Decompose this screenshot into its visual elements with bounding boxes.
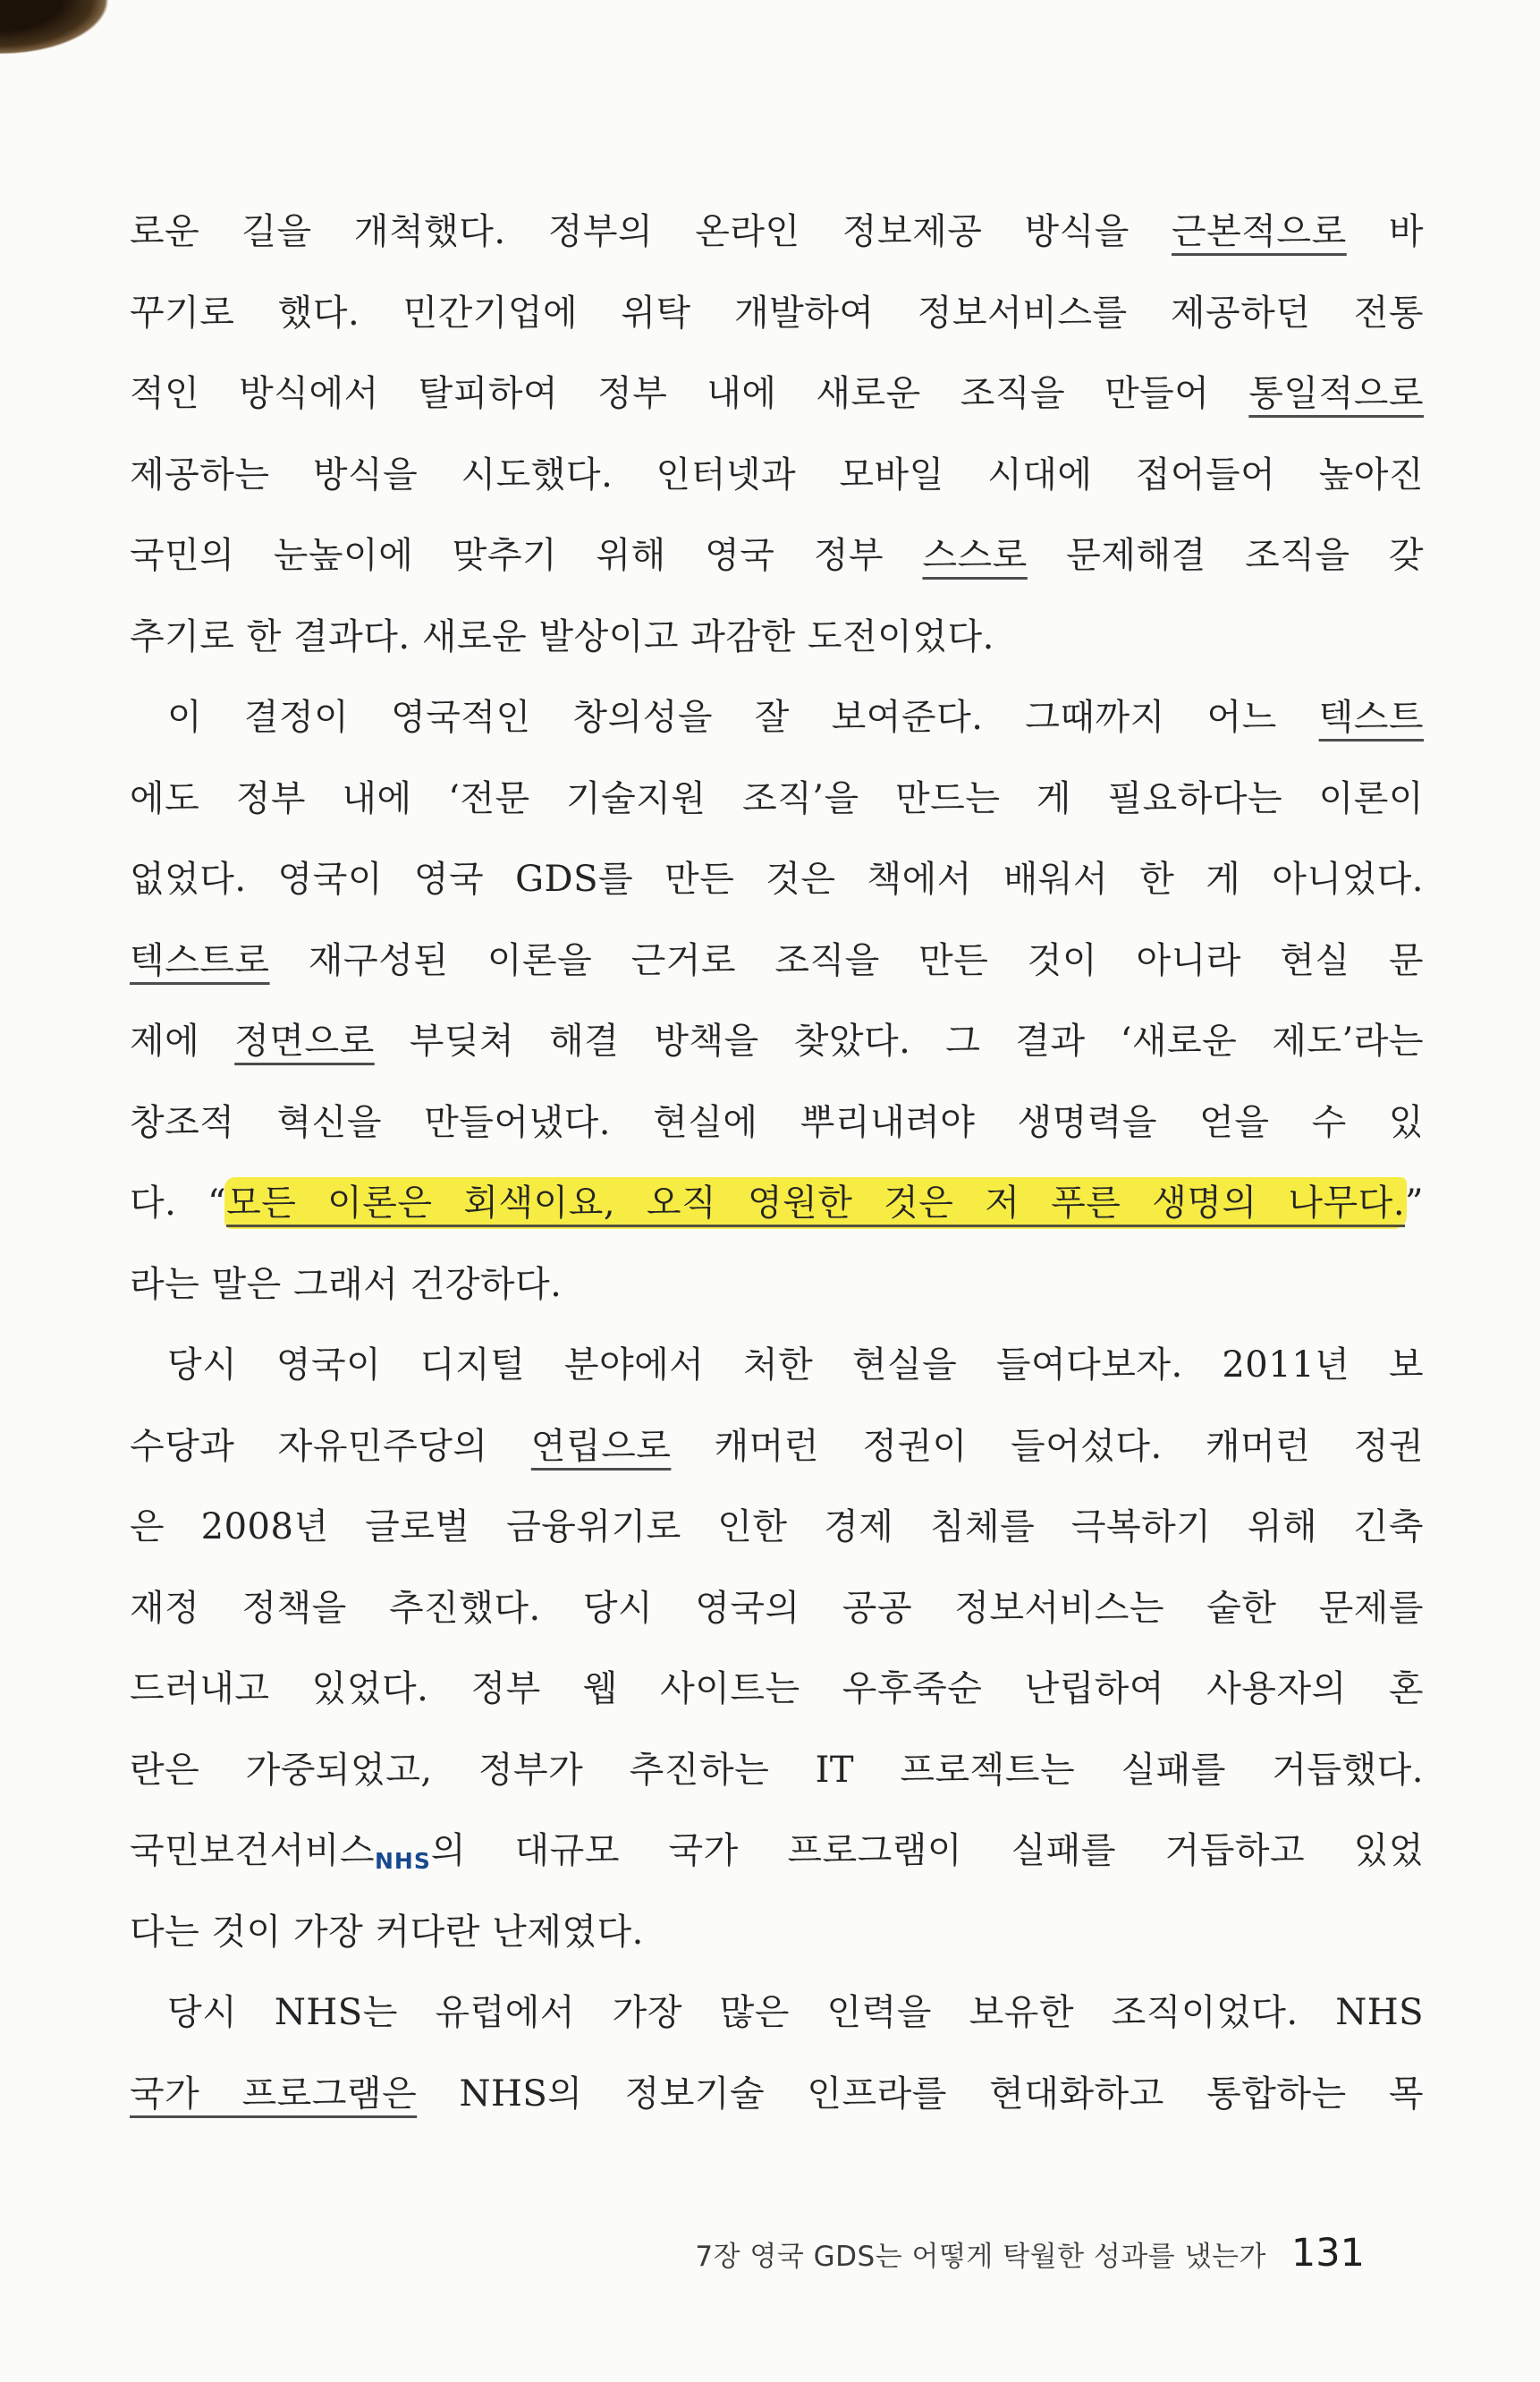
text-line: 라는 말은 그래서 건강하다.: [130, 1263, 563, 1305]
underlined-text: 통일적으로: [1248, 373, 1424, 414]
line-text: 재구성된 이론을 근거로 조직을 만든 것이 아니라 현실 문: [269, 939, 1424, 981]
line-text: 부딪쳐 해결 방책을 찾았다. 그 결과 ‘새로운 제도’라는: [374, 1021, 1424, 1062]
line-text: NHS의 정보기술 인프라를 현대화하고 통합하는 목: [417, 2073, 1424, 2115]
line-text: 의 대규모 국가 프로그램이 실패를 거듭하고 있었: [430, 1830, 1424, 1871]
line-text: 이 결정이 영국적인 창의성을 잘 보여준다. 그때까지 어느: [167, 697, 1319, 738]
line-text: 제에: [130, 1021, 235, 1062]
underlined-text: 텍스트로: [130, 939, 270, 981]
line-text: 국민의 눈높이에 맞추기 위해 영국 정부: [130, 535, 923, 576]
text-line: 창조적 혁신을 만들어냈다. 현실에 뿌리내려야 생명력을 얻을 수 있: [130, 1101, 1424, 1143]
text-line: 란은 가중되었고, 정부가 추진하는 IT 프로젝트는 실패를 거듭했다.: [130, 1749, 1424, 1791]
text-line: 재정 정책을 추진했다. 당시 영국의 공공 정보서비스는 숱한 문제를: [130, 1587, 1424, 1629]
underlined-text: 스스로: [922, 535, 1028, 576]
text-line: 추기로 한 결과다. 새로운 발상이고 과감한 도전이었다.: [130, 615, 994, 657]
line-text: 국민보건서비스: [130, 1830, 375, 1871]
underlined-text: 국가 프로그램은: [130, 2073, 418, 2115]
text-line: [130, 1001, 1424, 1082]
underlined-text: 연립으로: [530, 1425, 672, 1467]
text-line: 당시 NHS는 유럽에서 가장 많은 인력을 보유한 조직이었다. NHS: [167, 1992, 1424, 2033]
text-line: 다는 것이 가장 커다란 난제였다.: [130, 1911, 644, 1953]
text-line: [130, 920, 1424, 1002]
underlined-text: 근본적으로: [1172, 211, 1347, 252]
page-footer: [695, 2231, 1365, 2276]
text-line: 은 2008년 글로벌 금융위기로 인한 경제 침체를 극복하기 위해 긴축: [130, 1506, 1424, 1547]
text-line: 꾸기로 했다. 민간기업에 위탁 개발하여 정보서비스를 제공하던 전통: [130, 292, 1424, 334]
text-line: 에도 정부 내에 ‘전문 기술지원 조직’을 만드는 게 필요하다는 이론이: [130, 777, 1424, 819]
line-text: 수당과 자유민주당의: [130, 1425, 531, 1467]
line-text: 다. “: [130, 1183, 227, 1224]
line-text: 바: [1346, 211, 1424, 252]
line-text: 문제해결 조직을 갖: [1027, 535, 1424, 576]
text-line: [130, 1163, 1424, 1244]
line-text: 로운 길을 개척했다. 정부의 온라인 정보제공 방식을: [130, 211, 1172, 252]
line-text: 캐머런 정권이 들어섰다. 캐머런 정권: [671, 1425, 1424, 1467]
text-line: 제공하는 방식을 시도했다. 인터넷과 모바일 시대에 접어들어 높아진: [130, 454, 1424, 496]
text-line: [130, 515, 1424, 597]
text-line: [130, 1810, 1424, 1892]
line-text: 적인 방식에서 탈피하여 정부 내에 새로운 조직을 만들어: [130, 373, 1249, 414]
text-line: [130, 191, 1424, 273]
text-line: [130, 2054, 1424, 2135]
text-line: [130, 1406, 1424, 1488]
highlighted-quote: 모든 이론은 회색이요, 오직 영원한 것은 저 푸른 생명의 나무다.: [226, 1183, 1406, 1224]
text-line: [130, 677, 1424, 759]
text-line: 없었다. 영국이 영국 GDS를 만든 것은 책에서 배워서 한 게 아니었다.: [130, 859, 1424, 900]
text-line: 드러내고 있었다. 정부 웹 사이트는 우후죽순 난립하여 사용자의 혼: [130, 1668, 1424, 1709]
underlined-text: 텍스트: [1318, 697, 1424, 738]
footer-page-number: 131: [1290, 2231, 1365, 2276]
line-text: ”: [1405, 1183, 1424, 1224]
text-line: 당시 영국이 디지털 분야에서 처한 현실을 들여다보자. 2011년 보: [167, 1344, 1424, 1386]
nhs-abbreviation: NHS: [374, 1848, 431, 1874]
page-corner-shadow: [0, 0, 118, 59]
body-text: [130, 191, 1424, 2134]
footer-chapter-title: 7장 영국 GDS는 어떻게 탁월한 성과를 냈는가: [695, 2241, 1266, 2273]
text-line: [130, 353, 1424, 435]
underlined-text: 정면으로: [234, 1021, 375, 1062]
